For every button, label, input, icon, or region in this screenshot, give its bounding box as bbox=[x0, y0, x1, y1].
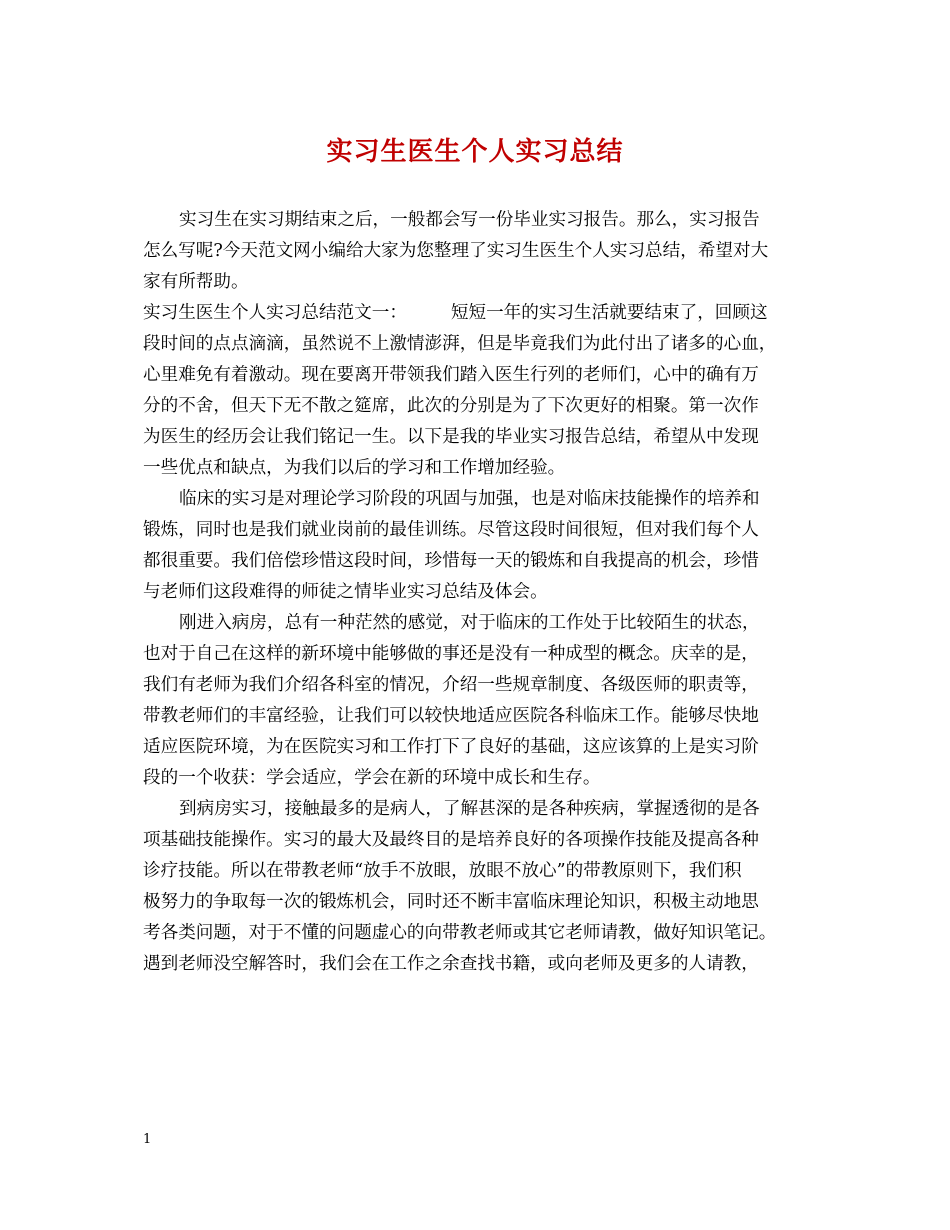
body-line: 锻炼，同时也是我们就业岗前的最佳训练。尽管这段时间很短，但对我们每个人 bbox=[143, 520, 759, 540]
body-line: 段的一个收获：学会适应，学会在新的环境中成长和生存。 bbox=[143, 768, 601, 788]
document-title: 实习生医生个人实习总结 bbox=[326, 137, 624, 167]
body-line: 诊疗技能。所以在带教老师“放手不放眼，放眼不放心”的带教原则下，我们积 bbox=[143, 861, 742, 881]
body-line: 段时间的点点滴滴，虽然说不上激情澎湃，但是毕竟我们为此付出了诸多的心血， bbox=[143, 334, 777, 354]
body-line: 适应医院环境，为在医院实习和工作打下了良好的基础，这应该算的上是实习阶 bbox=[143, 737, 759, 757]
body-line: 怎么写呢?今天范文网小编给大家为您整理了实习生医生个人实习总结，希望对大 bbox=[143, 241, 769, 261]
body-line: 刚进入病房，总有一种茫然的感觉，对于临床的工作处于比较陌生的状态， bbox=[179, 613, 760, 633]
page-number: 1 bbox=[143, 1132, 152, 1147]
body-line: 我们有老师为我们介绍各科室的情况，介绍一些规章制度、各级医师的职责等， bbox=[143, 675, 759, 695]
body-line: 遇到老师没空解答时，我们会在工作之余查找书籍，或向老师及更多的人请教， bbox=[143, 954, 759, 974]
body-line: 分的不舍，但天下无不散之筵席，此次的分别是为了下次更好的相聚。第一次作 bbox=[143, 396, 759, 416]
body-line: 心里难免有着激动。现在要离开带领我们踏入医生行列的老师们，心中的确有万 bbox=[143, 365, 759, 385]
body-line: 家有所帮助。 bbox=[143, 272, 249, 292]
body-line: 带教老师们的丰富经验，让我们可以较快地适应医院各科临床工作。能够尽快地 bbox=[143, 706, 759, 726]
body-line: 也对于自己在这样的新环境中能够做的事还是没有一种成型的概念。庆幸的是， bbox=[143, 644, 759, 664]
body-line: 极努力的争取每一次的锻炼机会，同时还不断丰富临床理论知识，积极主动地思 bbox=[143, 892, 759, 912]
body-line: 考各类问题，对于不懂的问题虚心的向带教老师或其它老师请教，做好知识笔记。 bbox=[143, 923, 777, 943]
document-body bbox=[143, 205, 808, 980]
body-line: 与老师们这段难得的师徒之情毕业实习总结及体会。 bbox=[143, 582, 548, 602]
body-line: 实习生医生个人实习总结范文一： 短短一年的实习生活就要结束了，回顾这 bbox=[143, 303, 768, 323]
body-line: 临床的实习是对理论学习阶段的巩固与加强，也是对临床技能操作的培养和 bbox=[179, 489, 760, 509]
body-line: 到病房实习，接触最多的是病人，了解甚深的是各种疾病，掌握透彻的是各 bbox=[179, 799, 760, 819]
body-line: 一些优点和缺点，为我们以后的学习和工作增加经验。 bbox=[143, 458, 566, 478]
body-line: 为医生的经历会让我们铭记一生。以下是我的毕业实习报告总结，希望从中发现 bbox=[143, 427, 759, 447]
body-line: 项基础技能操作。实习的最大及最终目的是培养良好的各项操作技能及提高各种 bbox=[143, 830, 759, 850]
body-line: 实习生在实习期结束之后，一般都会写一份毕业实习报告。那么，实习报告 bbox=[179, 210, 760, 230]
body-line: 都很重要。我们倍偿珍惜这段时间，珍惜每一天的锻炼和自我提高的机会，珍惜 bbox=[143, 551, 759, 571]
